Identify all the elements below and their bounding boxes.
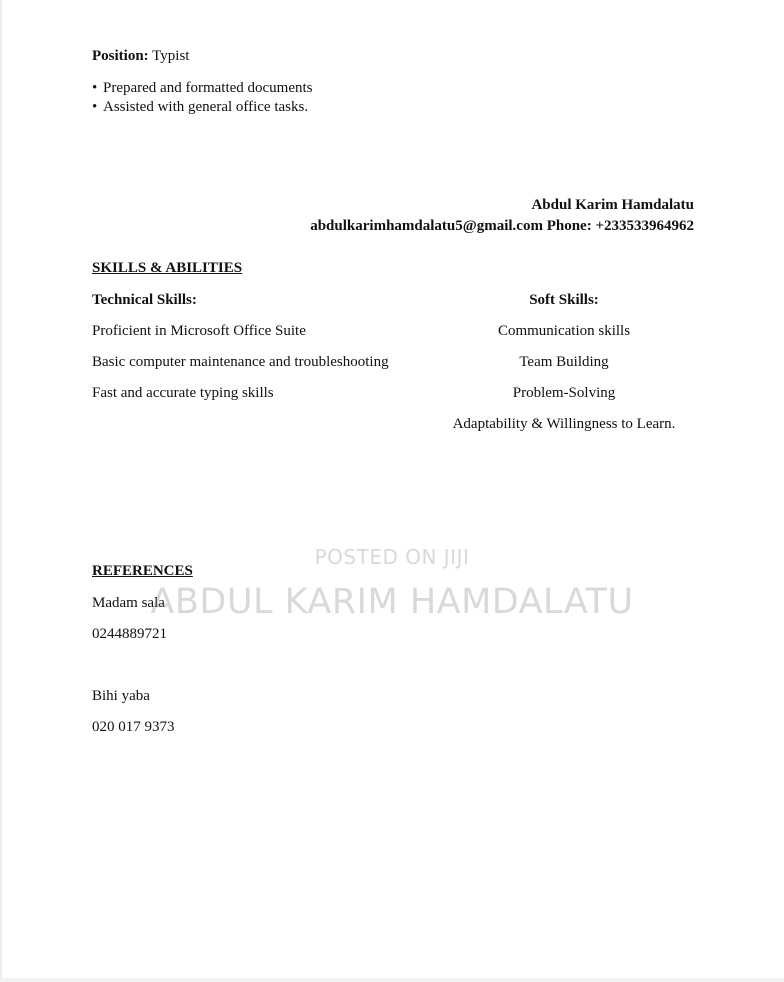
- soft-skill-item: Adaptability & Willingness to Learn.: [452, 416, 676, 432]
- position-label: Position:: [92, 48, 149, 64]
- references-heading: REFERENCES: [92, 563, 193, 579]
- reference-phone: 020 017 9373: [92, 719, 175, 735]
- position-value: Typist: [152, 48, 190, 64]
- position-line: [92, 47, 189, 65]
- duty-text: Prepared and formatted documents: [103, 80, 313, 96]
- page-edge: [0, 0, 2, 982]
- soft-skill-item: Problem-Solving: [512, 385, 616, 401]
- technical-skill-item: Fast and accurate typing skills: [92, 385, 274, 401]
- bullet-icon: •: [92, 99, 98, 115]
- watermark-posted-on: POSTED ON JIJI: [314, 545, 470, 569]
- duties-list: [92, 79, 313, 117]
- bullet-icon: •: [92, 80, 98, 96]
- page-bottom-edge: [0, 978, 784, 982]
- list-item: [92, 79, 313, 98]
- skills-heading: SKILLS & ABILITIES: [92, 260, 243, 276]
- technical-skill-item: Basic computer maintenance and troubleshooting: [92, 354, 389, 370]
- technical-skill-item: Proficient in Microsoft Office Suite: [92, 323, 306, 339]
- technical-skills-heading: Technical Skills:: [92, 292, 197, 308]
- soft-skills-column: [440, 291, 688, 446]
- reference-name: Madam sala: [92, 595, 165, 611]
- soft-skills-heading: Soft Skills:: [529, 292, 599, 308]
- watermark-name: ABDUL KARIM HAMDALATU: [150, 582, 634, 622]
- duty-text: Assisted with general office tasks.: [103, 99, 309, 115]
- reference-name: Bihi yaba: [92, 688, 150, 704]
- soft-skill-item: Team Building: [519, 354, 609, 370]
- list-item: [92, 98, 313, 117]
- soft-skill-item: Communication skills: [497, 323, 631, 339]
- reference-phone: 0244889721: [92, 626, 167, 642]
- contact-email-phone: abdulkarimhamdalatu5@gmail.com Phone: +233533964962: [310, 218, 694, 234]
- contact-name: Abdul Karim Hamdalatu: [531, 197, 694, 213]
